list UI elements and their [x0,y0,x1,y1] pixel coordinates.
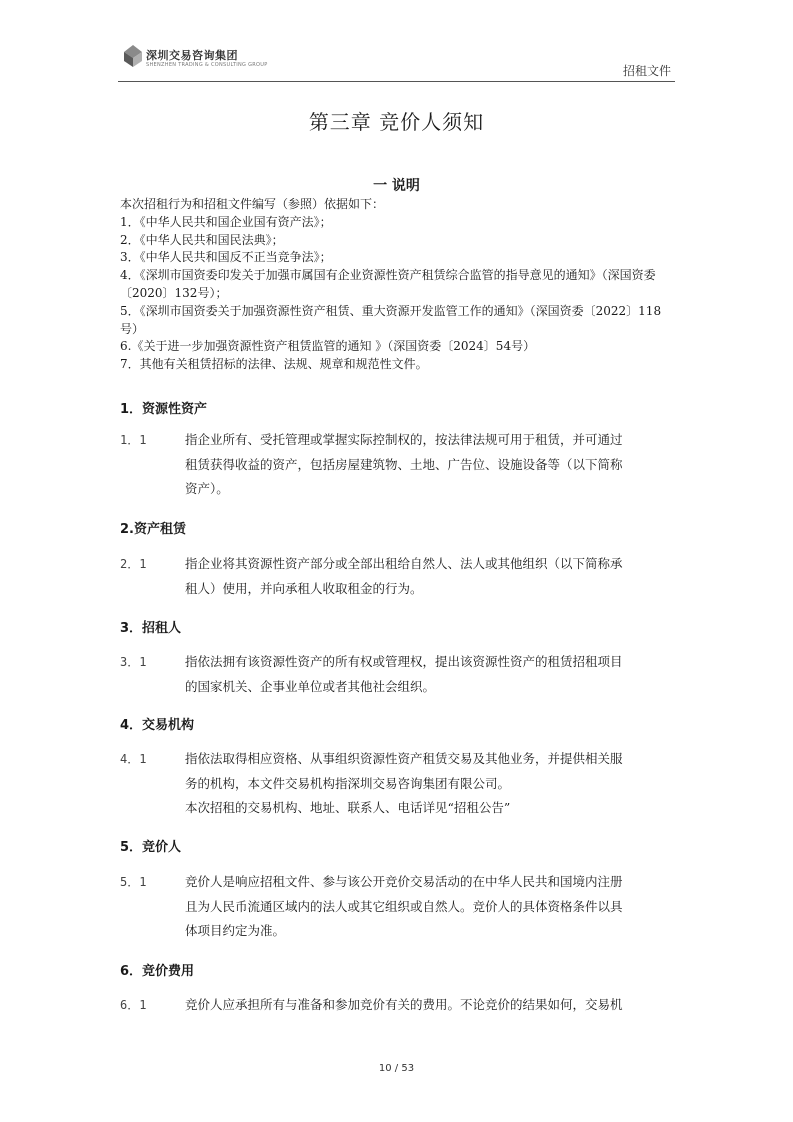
section-bidder [120,836,680,938]
logo-text-en: SHENZHEN TRADING & CONSULTING GROUP [146,62,268,68]
clause-line: 指依法取得相应资格、从事组织资源性资产租赁交易及其他业务，并提供相关服 [185,751,623,766]
intro-list [120,196,676,374]
clause-number: 4．1 [120,752,147,766]
clause-text [185,747,677,821]
section-heading: 6．竞价费用 [120,964,195,979]
clause-line: 务的机构，本文件交易机构指深圳交易咨询集团有限公司。 [185,775,511,791]
section-resource-assets [120,398,680,496]
section-title: 一 说明 [373,178,420,194]
clause-line: 体项目约定为准。 [185,923,286,938]
clause-line: 资产）。 [185,481,229,496]
section-heading: 4．交易机构 [120,718,195,733]
section-heading: 5．竞价人 [120,840,182,855]
section-heading: 2.资产租赁 [120,522,186,537]
clause-line: 本次招租的交易机构、地址、联系人、电话详见“招租公告” [185,800,511,815]
clause-text [185,870,677,944]
section-asset-leasing [120,518,680,596]
clause-text [185,428,677,502]
company-logo [122,44,272,74]
clause-line: 指企业所有、受托管理或掌握实际控制权的，按法律法规可用于租赁，并可通过 [185,432,623,447]
chapter-title: 第三章 竞价人须知 [308,110,485,134]
clause-number: 1．1 [120,433,147,447]
intro-line: 5．《深圳市国资委关于加强资源性资产租赁、重大资源开发监管工作的通知》（深国资委〔2022〕118号） [120,303,662,336]
page-number: 10 / 53 [378,1063,415,1074]
clause-line: 竞价人应承担所有与准备和参加竞价有关的费用。不论竞价的结果如何，交易机 [185,997,623,1012]
clause-number: 2．1 [120,557,147,571]
clause-line: 且为人民币流通区域内的法人或其它组织或自然人。竞价人的具体资格条件以具 [185,898,623,914]
clause-text [185,993,677,1018]
page-header [0,0,793,84]
clause-number: 3．1 [120,655,147,669]
header-divider [118,81,675,82]
section-trading-agency [120,714,680,815]
logo-icon [122,44,144,68]
section-heading: 3．招租人 [120,621,182,636]
clause-line: 竞价人是响应招租文件、参与该公开竞价交易活动的在中华人民共和国境内注册 [185,874,623,889]
intro-line: 本次招租行为和招租文件编写（参照）依据如下： [120,197,385,211]
intro-line: 7．其他有关租赁招标的法律、法规、规章和规范性文件。 [120,357,428,372]
clause-line: 指企业将其资源性资产部分或全部出租给自然人、法人或其他组织（以下简称承 [185,556,623,571]
clause-line: 指依法拥有该资源性资产的所有权或管理权，提出该资源性资产的租赁招租项目 [185,654,623,669]
intro-line: 1．《中华人民共和国企业国有资产法》； [120,214,332,229]
clause-line: 租赁获得收益的资产，包括房屋建筑物、土地、广告位、设施设备等（以下简称 [185,456,623,472]
clause-number: 6．1 [120,998,147,1012]
clause-text [185,650,677,699]
intro-line: 6.《关于进一步加强资源性资产租赁监管的通知 》（深国资委〔2024〕54号） [120,339,536,354]
section-bidding-costs [120,960,680,1012]
logo-text-cn: 深圳交易咨询集团 [146,49,238,62]
clause-line: 的国家机关、企事业单位或者其他社会组织。 [185,678,436,694]
clause-text [185,552,677,601]
clause-number: 5．1 [120,875,147,889]
intro-line: 4．《深圳市国资委印发关于加强市属国有企业资源性资产租赁综合监管的指导意见的通知》（深国资委〔2020〕132号）； [120,268,656,300]
intro-line: 3．《中华人民共和国反不正当竞争法》； [120,250,332,265]
document-label: 招租文件 [622,64,671,78]
intro-line: 2．《中华人民共和国民法典》； [120,232,284,247]
section-heading: 1．资源性资产 [120,402,208,417]
clause-line: 租人）使用，并向承租人收取租金的行为。 [185,580,423,596]
section-lessor [120,617,680,694]
